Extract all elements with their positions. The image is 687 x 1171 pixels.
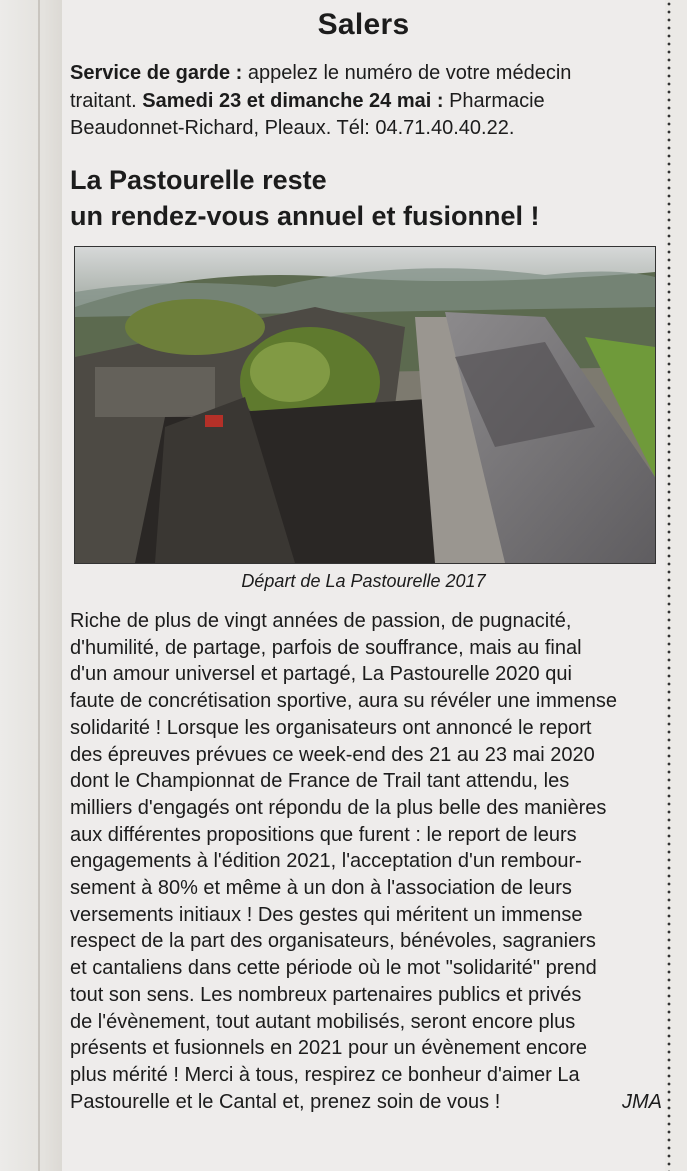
headline-line-2: un rendez-vous annuel et fusionnel ! xyxy=(70,201,540,231)
photo-red-flag xyxy=(205,415,223,427)
intro-dates: Samedi 23 et dimanche 24 mai : xyxy=(142,89,444,112)
author-signature: JMA xyxy=(622,1090,662,1113)
article xyxy=(62,0,665,1171)
body-line: versements initiaux ! Des gestes qui méritent un immense xyxy=(70,903,583,926)
article-body xyxy=(70,608,662,1115)
body-line: dont le Championnat de France de Trail tant attendu, les xyxy=(70,770,570,793)
body-line: aux différentes propositions que furent : le report de leurs xyxy=(70,823,577,846)
body-line: de l'évènement, tout autant mobilisés, seront encore plus xyxy=(70,1010,576,1033)
aerial-photo-drawing xyxy=(75,247,655,563)
body-line: faute de concrétisation sportive, aura su révéler une immense xyxy=(70,690,617,713)
body-line: engagements à l'édition 2021, l'acceptation d'un rembour- xyxy=(70,850,582,873)
body-line: milliers d'engagés ont répondu de la plus belle des manières xyxy=(70,796,607,819)
photo-tree-center-highlight xyxy=(250,342,330,402)
intro-line-2-prefix: traitant. xyxy=(70,89,143,112)
aerial-photo-salers xyxy=(74,246,656,564)
body-line: Riche de plus de vingt années de passion, de pugnacité, xyxy=(70,610,572,632)
intro-line-1 xyxy=(70,60,658,88)
body-line: tout son sens. Les nombreux partenaires publics et privés xyxy=(70,983,582,1006)
intro-line-2 xyxy=(70,88,658,116)
body-line: plus mérité ! Merci à tous, respirez ce bonheur d'aimer La xyxy=(70,1063,580,1086)
body-line: et cantaliens dans cette période où le mot "solidarité" prend xyxy=(70,957,597,980)
photo-caption: Départ de La Pastourelle 2017 xyxy=(241,571,486,591)
headline-line-1: La Pastourelle reste xyxy=(70,165,327,195)
article-headline xyxy=(70,162,660,234)
body-line: des épreuves prévues ce week-end des 21 au 23 mai 2020 xyxy=(70,743,595,766)
body-line: sement à 80% et même à un don à l'association de leurs xyxy=(70,877,572,900)
body-line: solidarité ! Lorsque les organisateurs ont annoncé le report xyxy=(70,716,592,739)
body-line: d'un amour universel et partagé, La Pastourelle 2020 qui xyxy=(70,663,572,686)
page-fold xyxy=(38,0,40,1171)
left-page-margin xyxy=(0,0,62,1171)
body-last-text: Pastourelle et le Cantal et, prenez soin de vous ! xyxy=(70,1090,501,1113)
body-line-last xyxy=(70,1089,662,1116)
body-line: d'humilité, de partage, parfois de souffrance, mais au final xyxy=(70,636,582,659)
section-title: Salers xyxy=(317,8,410,41)
service-de-garde-notice xyxy=(70,60,658,143)
photo-building-left xyxy=(95,367,215,417)
intro-line-2-text: Pharmacie xyxy=(443,89,545,112)
body-line: présents et fusionnels en 2021 pour un évènement encore xyxy=(70,1037,588,1060)
right-page-margin xyxy=(665,0,687,1171)
perforation-dots xyxy=(667,0,671,1171)
intro-line-3: Beaudonnet-Richard, Pleaux. Tél: 04.71.40.40.22. xyxy=(70,117,515,139)
intro-line-1-text: appelez le numéro de votre médecin xyxy=(242,62,572,84)
intro-label: Service de garde : xyxy=(70,62,243,84)
body-line: respect de la part des organisateurs, bénévoles, sagraniers xyxy=(70,930,596,953)
photo-tree-left xyxy=(125,299,265,355)
